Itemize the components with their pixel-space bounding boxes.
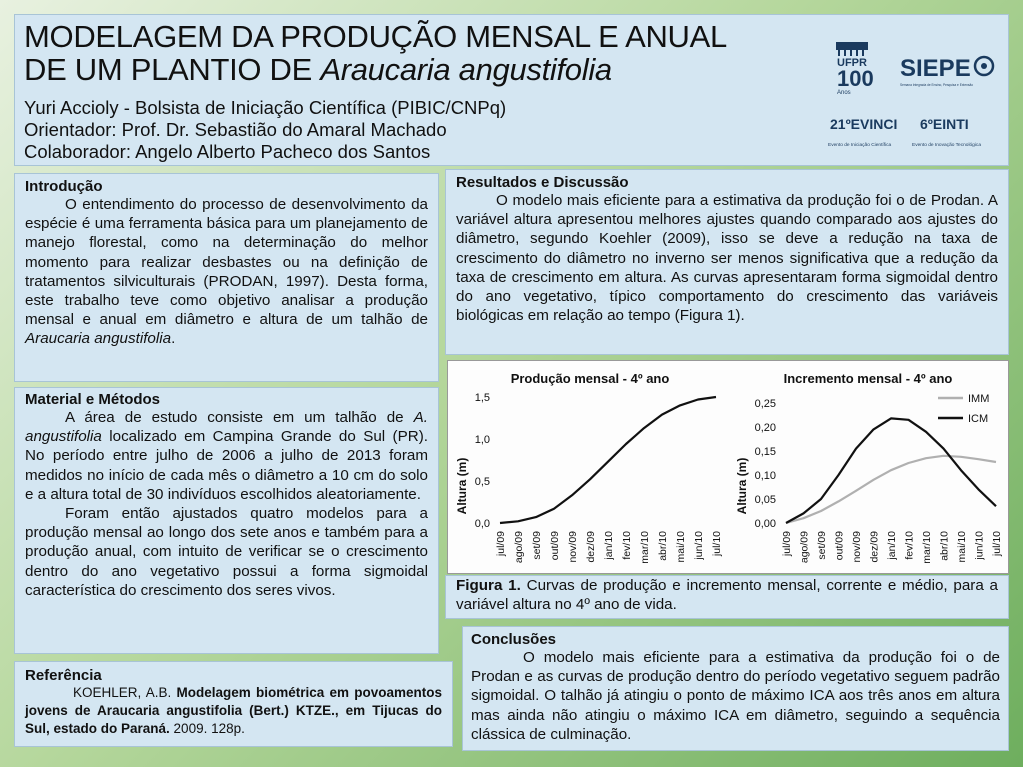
- chart-2-legend: [938, 393, 989, 425]
- x-tick-label: mar/10: [921, 531, 933, 564]
- y-tick-label: 0,0: [474, 518, 490, 530]
- chart-1-yticks: [475, 392, 490, 530]
- x-tick-label: out/09: [549, 531, 561, 561]
- author-line: Yuri Accioly - Bolsista de Iniciação Científica (PIBIC/CNPq): [24, 97, 507, 118]
- evinci-einti-logos: [826, 112, 1000, 152]
- x-tick-label: jan/10: [886, 531, 898, 560]
- material-paragraph-1: A área de estudo consiste em um talhão de A. angustifolia localizado em Campina Grande do Sul (PR). No período entre julho de 2006 a julho de 2013 foram medidos no início de cada mês o diâmetro a 10 cm do solo e a altura total de 30 indivíduos escolhidos aleatoriamente.: [25, 409, 428, 503]
- x-tick-label: jul/09: [781, 531, 793, 557]
- chart-2-yticks: [755, 398, 776, 530]
- siepe-text: SIEPE: [900, 55, 971, 82]
- ufpr-logo-graphic: [834, 40, 894, 96]
- referencia-panel: [14, 661, 453, 747]
- chart-1-series: [500, 397, 716, 523]
- y-tick-label: 0,00: [754, 518, 776, 530]
- series-line-producao: [500, 397, 716, 523]
- collaborator-line: Colaborador: Angelo Alberto Pacheco dos Santos: [24, 141, 431, 162]
- title-line-2: DE UM PLANTIO DE Araucaria angustifolia: [24, 52, 612, 87]
- x-tick-label: jan/10: [603, 531, 615, 560]
- x-tick-label: ago/09: [798, 531, 811, 564]
- conclusoes-panel: [462, 626, 1009, 751]
- resultados-text: O modelo mais eficiente para a estimativa da produção foi o de Prodan. A variável altura apresentou melhores ajustes quando comparado aos ajustes do diâmetro, segundo Koehler (2009), isso se deve a redução na taxa de crescimento do diâmetro no inverno ser menos significativa que a redução da taxa de crescimento em altura. As curvas apresentaram forma sigmoidal dentro do ano vegetativo, típico comportamento do crescimento das variáveis biológicas em relação ao tempo (Figura 1).: [456, 192, 998, 325]
- x-tick-label: mar/10: [639, 531, 651, 564]
- advisor-line: Orientador: Prof. Dr. Sebastião do Amaral Machado: [24, 119, 447, 140]
- chart-1-title: Produção mensal - 4º ano: [510, 371, 670, 386]
- material-heading: Material e Métodos: [25, 391, 161, 408]
- y-tick-label: 0,05: [754, 494, 776, 506]
- chart-2-ylabel: Altura (m): [735, 457, 749, 515]
- x-tick-label: dez/09: [868, 531, 881, 563]
- x-tick-label: abr/10: [657, 531, 669, 561]
- y-tick-label: 0,15: [754, 446, 776, 458]
- y-tick-label: 0,20: [754, 422, 776, 434]
- referencia-heading: Referência: [25, 667, 102, 684]
- y-tick-label: 0,25: [754, 398, 776, 410]
- poster-title: [24, 20, 727, 86]
- legend-icm-label: ICM: [968, 413, 989, 425]
- figure-caption-panel: [445, 575, 1009, 619]
- ufpr-text: UFPR: [837, 57, 867, 69]
- x-tick-label: set/09: [816, 531, 828, 560]
- chart-1-ylabel: Altura (m): [455, 457, 469, 515]
- material-paragraph-2: Foram então ajustados quatro modelos para a produção mensal ao longo dos sete anos e também para a produção anual, com intuito de verificar se o crescimento dentro do ano vegetativo possui a forma sigmoidal característica do crescimento dos seres vivos.: [25, 505, 428, 599]
- y-tick-label: 0,5: [474, 476, 490, 488]
- x-tick-label: ago/09: [513, 531, 525, 564]
- y-tick-label: 0,10: [754, 470, 776, 482]
- x-tick-label: mai/10: [675, 531, 687, 563]
- x-tick-label: mai/10: [956, 531, 968, 563]
- event-logos-graphic: [826, 112, 1000, 152]
- introducao-text: O entendimento do processo de desenvolvimento da espécie é uma ferramenta básica para um planejamento de manejo florestal, como na determinação do melhor momento para realizar desbastes ou na definição de tratamentos silviculturais (PRODAN, 1997). Desta forma, este trabalho teve como objetivo analisar a produção mensal e anual em diâmetro e altura de um talhão de Araucaria angustifolia.: [25, 196, 428, 348]
- x-tick-label: fev/10: [903, 531, 916, 560]
- y-tick-label: 1,0: [474, 434, 490, 446]
- x-tick-label: fev/10: [621, 531, 633, 560]
- x-tick-label: dez/09: [585, 531, 597, 563]
- x-tick-label: jun/10: [693, 531, 705, 560]
- resultados-heading: Resultados e Discussão: [456, 174, 629, 191]
- x-tick-label: jul/10: [711, 531, 723, 557]
- referencia-text: KOEHLER, A.B. Modelagem biométrica em povoamentos jovens de Araucaria angustifolia (Bert.) KTZE., em Tijucas do Sul, estado do Paraná. 2009. 128p.: [25, 685, 442, 736]
- introducao-heading: Introdução: [25, 178, 103, 195]
- figure-caption: Figura 1. Curvas de produção e incremento mensal, corrente e médio, para a variável altura no 4º ano de vida.: [456, 577, 999, 613]
- material-panel: [14, 387, 439, 654]
- resultados-panel: [445, 169, 1009, 355]
- x-tick-label: jun/10: [973, 531, 986, 560]
- einti-caption: Evento de Inovação Tecnológica: [912, 143, 981, 148]
- y-tick-label: 1,5: [474, 392, 490, 404]
- figure-1-charts: [448, 361, 1008, 573]
- chart-incremento-mensal: [735, 371, 1003, 564]
- chart-2-series: [786, 418, 996, 523]
- conclusoes-heading: Conclusões: [471, 631, 557, 648]
- siepe-subtitle: Semana Integrada de Ensino, Pesquisa e Extensão: [900, 83, 974, 87]
- x-tick-label: jul/10: [991, 531, 1003, 557]
- ufpr-logo: [834, 40, 894, 96]
- conclusoes-text: O modelo mais eficiente para a estimativa da produção foi o de Prodan e as curvas de produção dentro do período vegetativo seguem padrão sigmoidal. O talhão já atingiu o ponto de máximo ICA aos três anos em altura mas ainda não atingiu o máximo ICA em diâmetro, seguindo a sequência clássica de culminação.: [471, 649, 1000, 743]
- title-line-1: MODELAGEM DA PRODUÇÃO MENSAL E ANUAL: [24, 19, 727, 54]
- siepe-logo-graphic: [898, 52, 998, 92]
- ufpr-anos: Anos: [837, 90, 851, 96]
- title-species: Araucaria angustifolia: [320, 52, 612, 87]
- x-tick-label: abr/10: [938, 531, 951, 561]
- x-tick-label: out/09: [833, 531, 846, 561]
- chart-producao-mensal: [455, 371, 723, 564]
- siepe-logo: [898, 52, 998, 92]
- x-tick-label: nov/09: [851, 531, 863, 563]
- ufpr-number: 100: [837, 66, 874, 91]
- chart-2-title: Incremento mensal - 4º ano: [783, 371, 953, 386]
- chart-1-xticks: [495, 531, 723, 564]
- evinci-caption: Evento de Iniciação Científica: [828, 143, 892, 148]
- x-tick-label: nov/09: [567, 531, 579, 563]
- introducao-panel: [14, 173, 439, 382]
- evinci-text: 21ºEVINCI: [830, 116, 898, 132]
- legend-imm-label: IMM: [968, 393, 990, 405]
- einti-text: 6ºEINTI: [920, 116, 969, 132]
- x-tick-label: set/09: [531, 531, 543, 560]
- x-tick-label: jul/09: [495, 531, 507, 557]
- series-line-imm: [786, 456, 996, 523]
- chart-2-xticks: [781, 531, 1003, 564]
- figure-panel: [447, 360, 1009, 574]
